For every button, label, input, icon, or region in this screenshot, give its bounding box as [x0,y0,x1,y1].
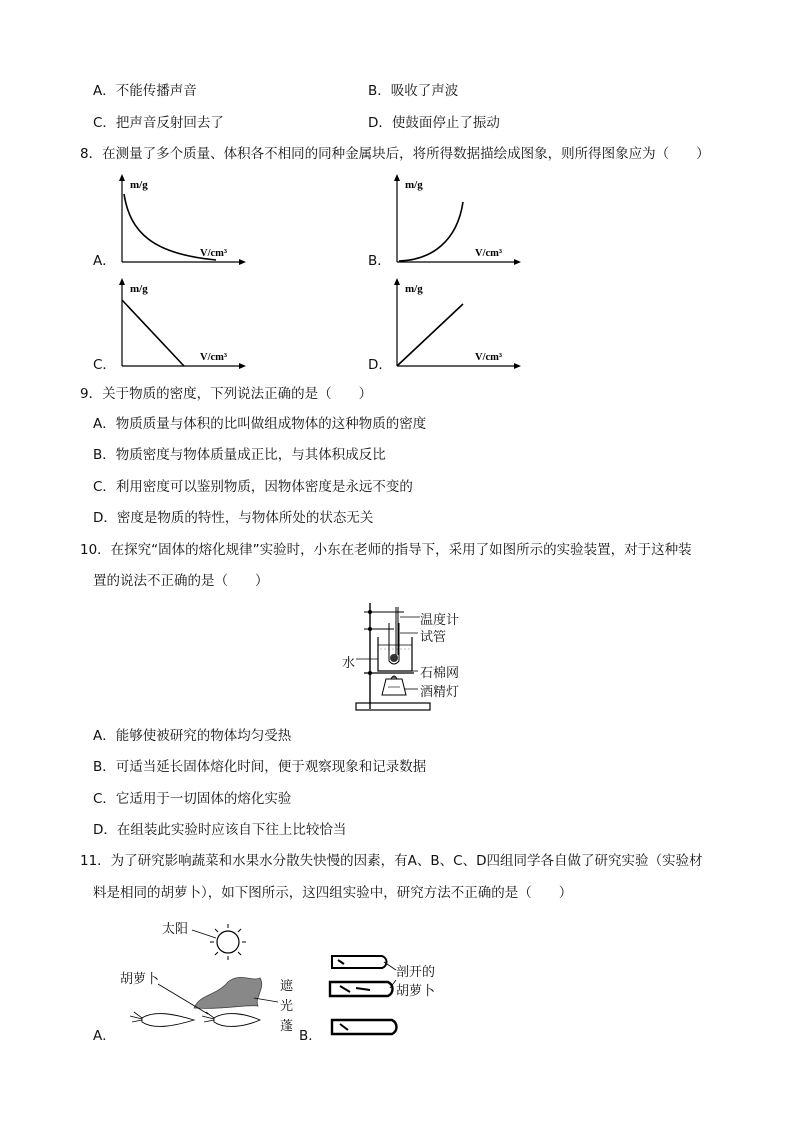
carrot-icon [214,1014,260,1027]
q10-label-water: 水 [342,656,356,671]
q11-label-shade-3: 蓬 [280,1019,294,1034]
q7-option-b: B．吸收了声波 [368,83,459,99]
q10-label-test-tube: 试管 [420,630,447,645]
q8-graph-c [112,276,246,370]
q11-option-a-letter: A． [93,1028,116,1044]
q11-label-shade-2: 光 [280,999,294,1014]
q7-option-a: A．不能传播声音 [93,83,197,99]
q8-graph-a-y-label: m/g [130,179,148,191]
q9-option-c: C．利用密度可以鉴别物质，因物体密度是永远不变的 [93,479,413,495]
q10-option-c: C．它适用于一切固体的熔化实验 [93,791,292,807]
q10-stem-line-1: 10．在探究“固体的熔化规律”实验时，小东在老师的指导下，采用了如图所示的实验装置，对于这种装 [80,542,692,558]
q10-label-thermometer: 温度计 [420,613,460,628]
q10-option-a: A．能够使被研究的物体均匀受热 [93,728,292,744]
q11-option-b-letter: B． [299,1028,322,1044]
q8-option-b-letter: B． [368,253,391,269]
q7-option-d: D．使鼓面停止了振动 [368,115,500,131]
q9-option-b: B．物质密度与物体质量成正比，与其体积成反比 [93,447,386,463]
q11-label-sun: 太阳 [162,922,189,937]
carrot-icon [142,1014,194,1027]
q8-graph-a-x-label: V/cm³ [200,248,228,259]
q10-label-asbestos-net: 石棉网 [420,666,460,681]
q11-stem-line-1: 11．为了研究影响蔬菜和水果水分散失快慢的因素，有A、B、C、D四组同学各自做了研究实验（实验材 [80,853,703,869]
q8-option-d-letter: D． [368,357,392,373]
q9-option-a: A．物质质量与体积的比叫做组成物体的这种物质的密度 [93,416,427,432]
q10-stem-line-2: 置的说法不正确的是（ ） [93,573,269,589]
sun-icon [217,931,239,953]
q8-graph-b [387,172,521,266]
q11-label-cut-1: 剖开的 [396,965,436,980]
q9-stem: 9．关于物质的密度，下列说法正确的是（ ） [80,386,373,402]
q10-option-d: D．在组装此实验时应该自下往上比较恰当 [93,822,347,838]
q8-graph-b-x-label: V/cm³ [475,248,503,259]
q8-graph-b-y-label: m/g [405,179,423,191]
q10-option-b: B．可适当延长固体熔化时间，便于观察现象和记录数据 [93,759,427,775]
q8-graph-d-y-label: m/g [405,283,423,295]
q8-graph-d-x-label: V/cm³ [475,352,503,363]
q8-graph-d [387,276,521,370]
q8-graph-c-x-label: V/cm³ [200,352,228,363]
q8-graph-a [112,172,246,266]
q9-option-d: D．密度是物质的特性，与物体所处的状态无关 [93,510,374,526]
q11-stem-line-2: 料是相同的胡萝卜），如下图所示，这四组实验中，研究方法不正确的是（ ） [93,885,573,901]
q11-label-cut-2: 胡萝卜 [396,984,436,999]
q8-graph-c-y-label: m/g [130,283,148,295]
q8-option-a-letter: A． [93,253,116,269]
q7-option-c: C．把声音反射回去了 [93,115,224,131]
q10-label-alcohol-lamp: 酒精灯 [420,685,460,700]
q11-label-shade-1: 遮 [280,979,294,994]
q8-option-c-letter: C． [93,357,116,373]
q8-stem: 8．在测量了多个质量、体积各不相同的同种金属块后，将所得数据描绘成图象，则所得图象应为（ ） [80,146,710,162]
carrot-icon [332,1020,397,1034]
q11-label-carrot: 胡萝卜 [120,972,160,987]
